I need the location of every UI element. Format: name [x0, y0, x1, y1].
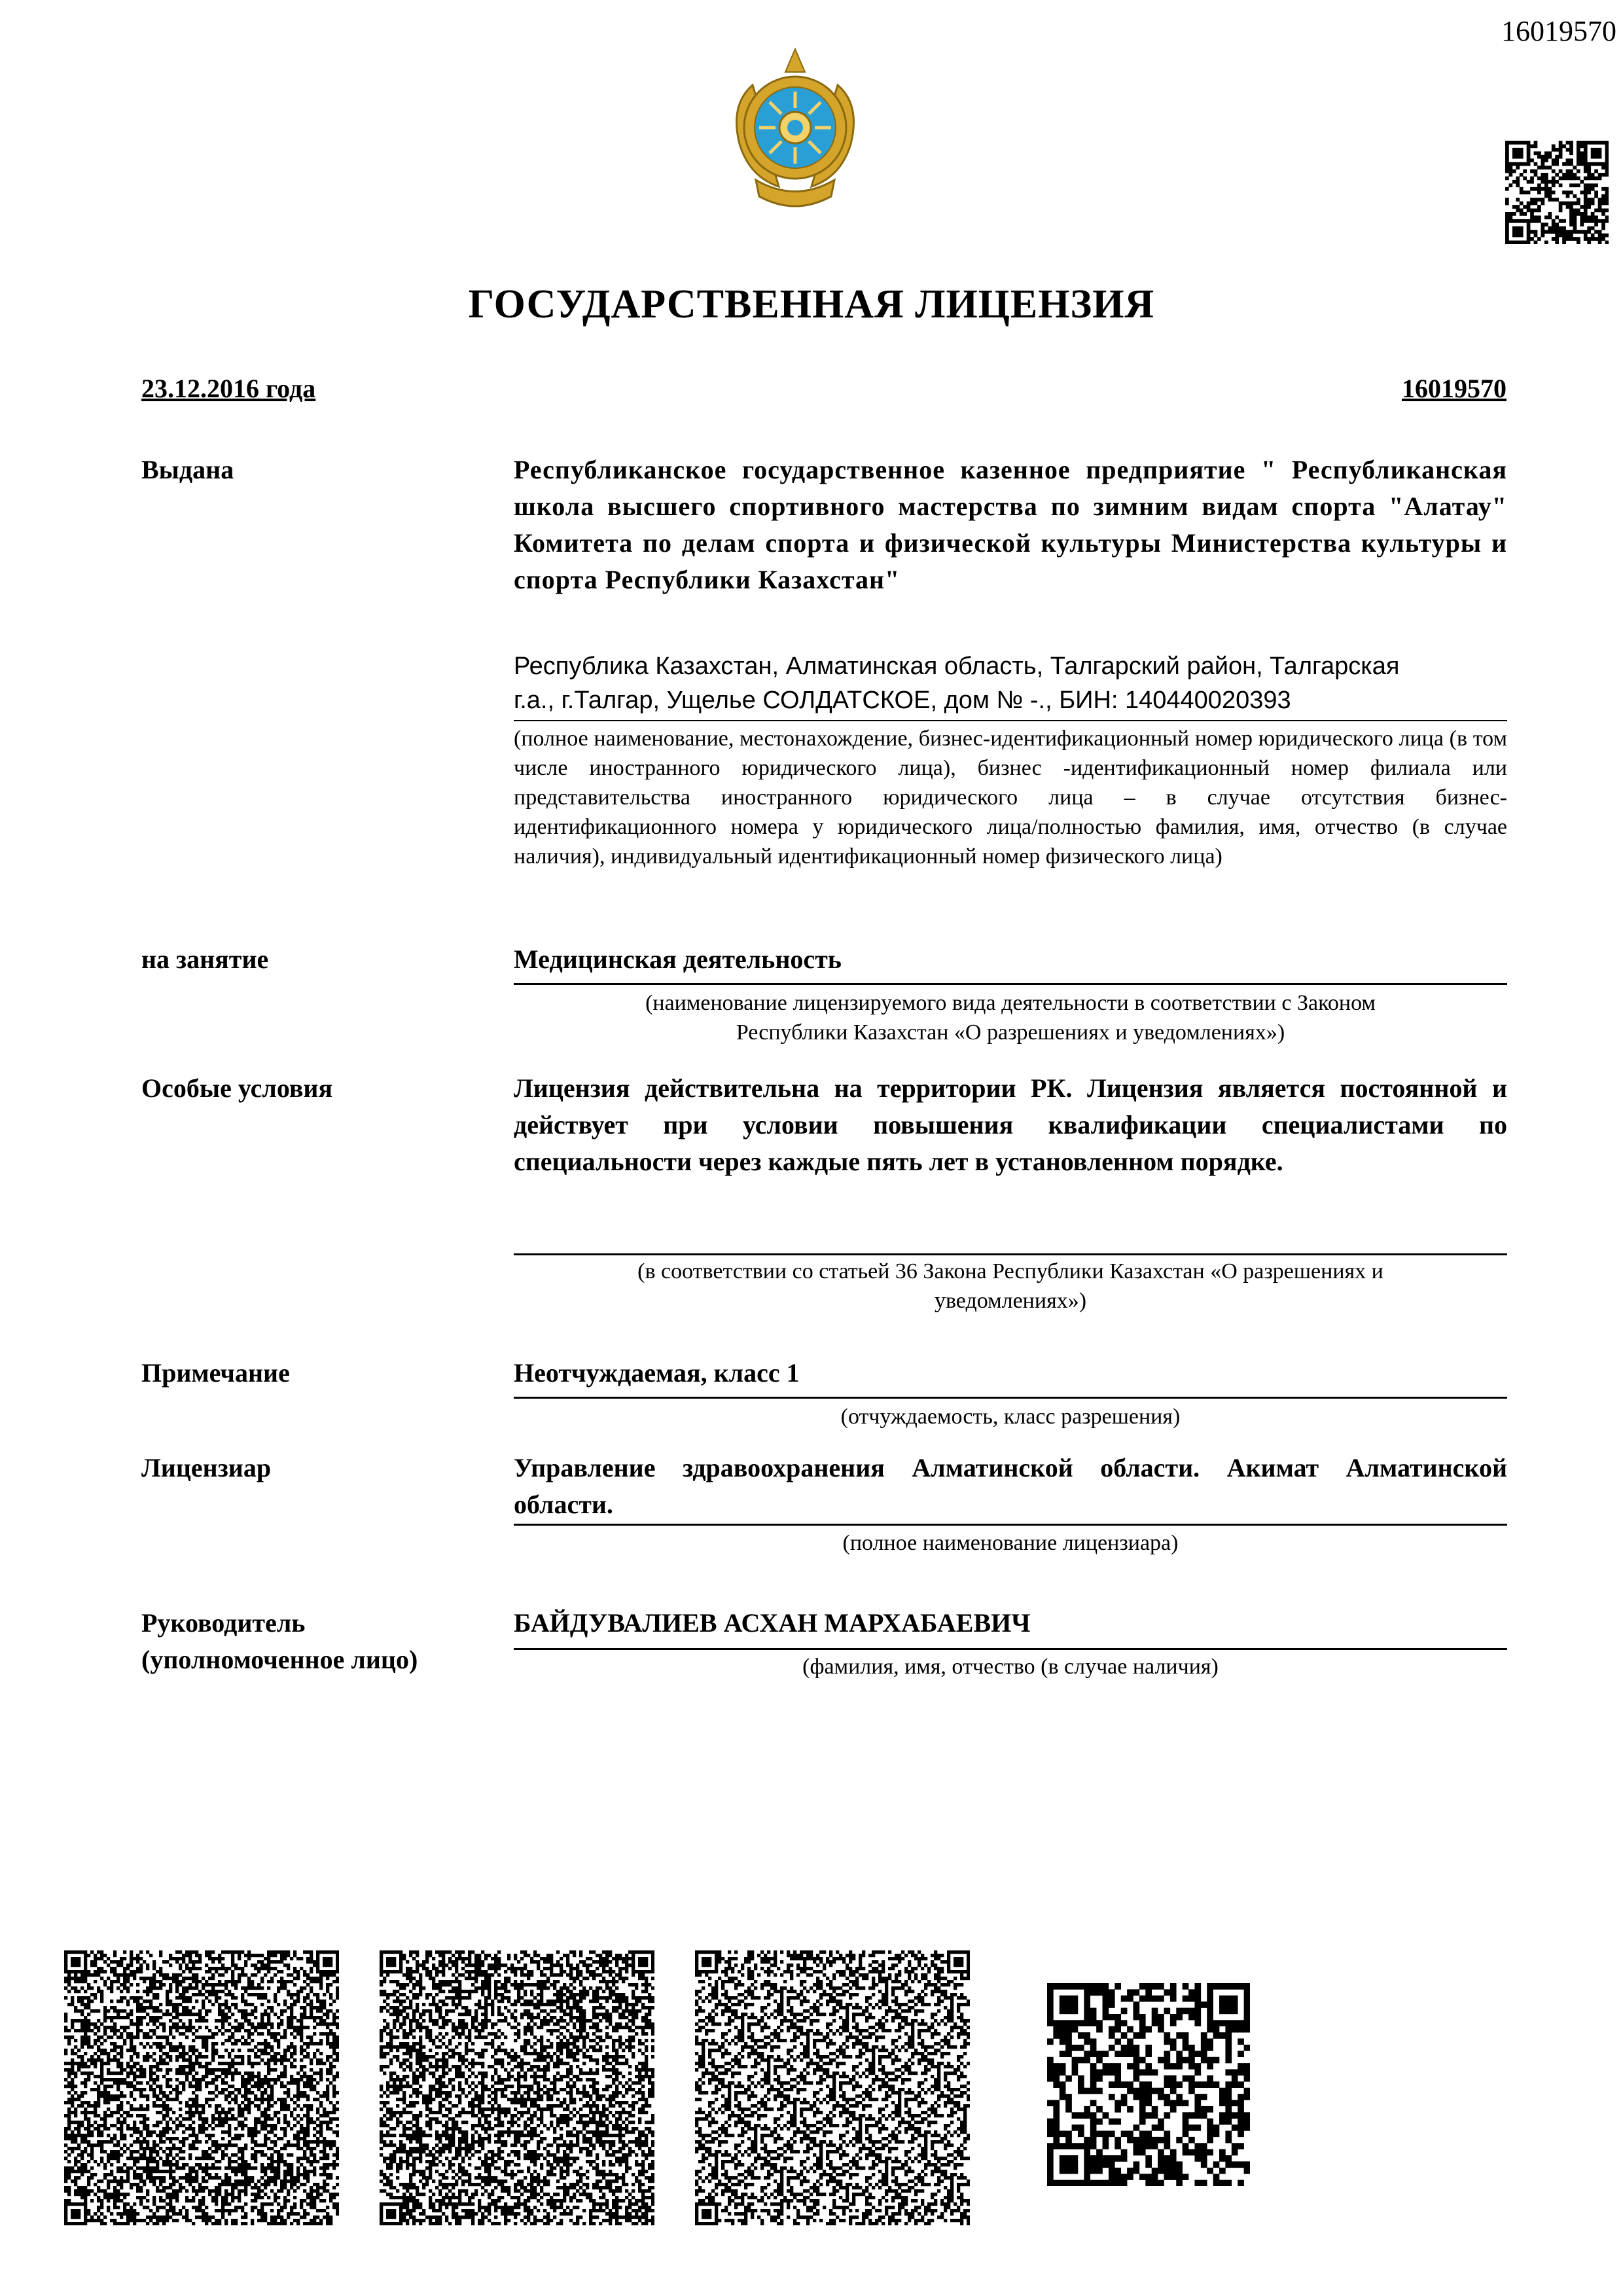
conditions-label: Особые условия: [141, 1073, 333, 1103]
license-number: 16019570: [1402, 374, 1507, 403]
conditions-rule: [514, 1253, 1507, 1255]
licensor-rule: [514, 1524, 1507, 1526]
qr-code-icon: [1047, 1983, 1250, 2186]
licensor-caption: (полное наименование лицензиара): [842, 1531, 1179, 1555]
qr-code-icon: [380, 1950, 654, 2225]
doc-number-top: 16019570: [1501, 15, 1616, 47]
activity-caption-line2: Республики Казахстан «О разрешениях и уведомлениях»): [736, 1020, 1285, 1045]
issued-to-caption: (полное наименование, местонахождение, бизнес-идентификационный номер юридического лица (в том числе иностранного юридического лица), бизнес -идентификационный номер филиала или представительства иностранного юридического лица – в случае отсутствия бизнес-идентификационного номера у юридического лица/полностью фамилия, имя, отчество (в случае наличия), индивидуальный идентификационный номер физического лица): [514, 720, 1507, 871]
conditions-caption-line1: (в соответствии со статьей 36 Закона Республики Казахстан «О разрешениях и: [637, 1259, 1383, 1283]
conditions-caption-line2: уведомлениях»): [934, 1289, 1087, 1313]
licensor-label: Лицензиар: [141, 1453, 272, 1482]
activity-label: на занятие: [141, 944, 269, 974]
note-caption: (отчуждаемость, класс разрешения): [840, 1405, 1181, 1429]
activity-caption-line1: (наименование лицензируемого вида деятельности в соответствии с Законом: [645, 991, 1376, 1015]
head-caption: (фамилия, имя, отчество (в случае наличия): [802, 1655, 1219, 1679]
licensor-value: Управление здравоохранения Алматинской области. Акимат Алматинской области.: [514, 1453, 1507, 1519]
note-value: Неотчуждаемая, класс 1: [514, 1358, 800, 1388]
issued-to-address-line1: Республика Казахстан, Алматинская область, Талгарский район, Талгарская: [514, 653, 1400, 680]
state-emblem-icon: [726, 46, 864, 216]
activity-value: Медицинская деятельность: [514, 944, 842, 974]
head-rule: [514, 1648, 1507, 1650]
issued-to-label: Выдана: [141, 455, 234, 484]
page-title: ГОСУДАРСТВЕННАЯ ЛИЦЕНЗИЯ: [468, 282, 1155, 327]
note-label: Примечание: [141, 1358, 290, 1388]
note-rule: [514, 1397, 1507, 1399]
issued-to-address-line2: г.а., г.Талгар, Ущелье СОЛДАТСКОЕ, дом № -., БИН: 140440020393: [514, 687, 1291, 714]
qr-code-icon: [64, 1950, 339, 2225]
issue-date: 23.12.2016 года: [141, 374, 316, 403]
qr-code-icon: [1505, 141, 1609, 244]
head-value: БАЙДУВАЛИЕВ АСХАН МАРХАБАЕВИЧ: [514, 1608, 1031, 1638]
activity-rule: [514, 983, 1507, 985]
head-label-line1: Руководитель: [141, 1608, 306, 1638]
issued-to-name: Республиканское государственное казенное предприятие " Республиканская школа высшего спортивного мастерства по зимним видам спорта "Алатау" Комитета по делам спорта и физической культуры Министерства культуры и спорта Республики Казахстан": [514, 455, 1507, 594]
head-label-line2: (уполномоченное лицо): [141, 1645, 418, 1674]
conditions-value: Лицензия действительна на территории РК. Лицензия является постоянной и действует при условии повышения квалификации специалистами по специальности через каждые пять лет в установленном порядке.: [514, 1073, 1507, 1176]
qr-code-icon: [695, 1950, 970, 2225]
